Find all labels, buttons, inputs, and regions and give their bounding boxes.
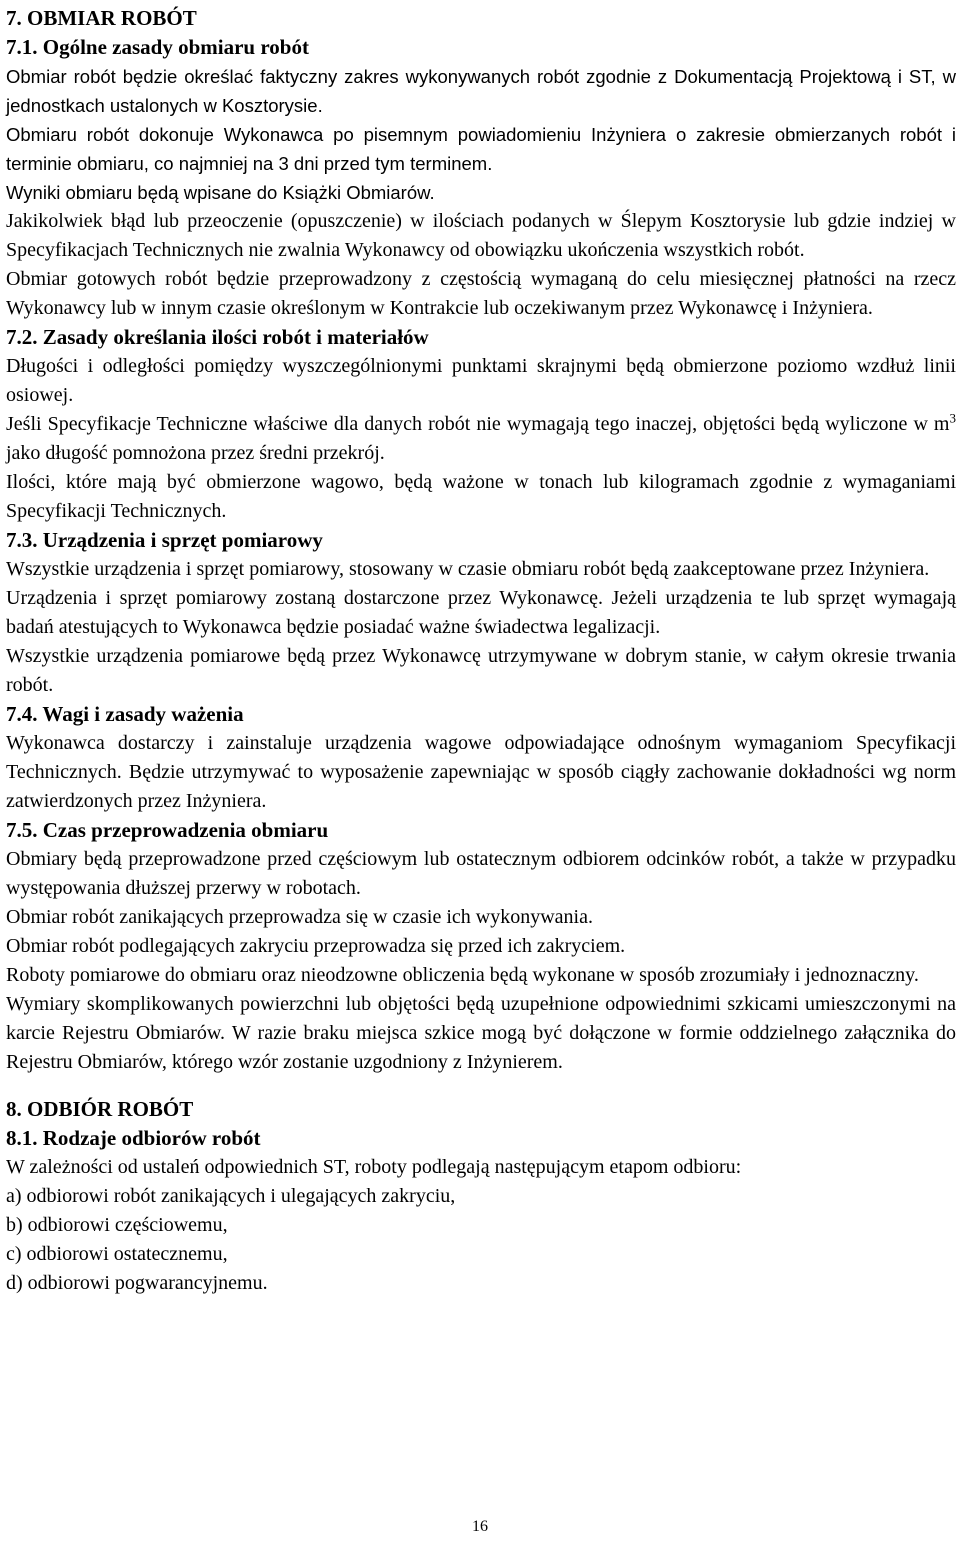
subsection-7-1-heading: 7.1. Ogólne zasady obmiaru robót [6,35,309,59]
paragraph: Roboty pomiarowe do obmiaru oraz nieodzowne obliczenia będą wykonane w sposób zrozumiały i jednoznaczny. [6,964,919,986]
paragraph: Obmiar robót podlegających zakryciu przeprowadza się przed ich zakryciem. [6,935,626,957]
section-8-heading: 8. ODBIÓR ROBÓT [6,1097,194,1121]
list-item: b) odbiorowi częściowemu, [6,1214,228,1236]
section-spacer [6,1077,956,1095]
paragraph-text: jako długość pomnożona przez średni przekrój. [6,442,385,464]
paragraph: Wszystkie urządzenia pomiarowe będą przez Wykonawcę utrzymywane w dobrym stanie, w całym okresie trwania robót. [6,645,956,696]
subsection-8-1-heading: 8.1. Rodzaje odbiorów robót [6,1126,261,1150]
paragraph: Jakikolwiek błąd lub przeoczenie (opuszczenie) w ilościach podanych w Ślepym Kosztorysie lub gdzie indziej w Specyfikacjach Technicznych nie zwalnia Wykonawcy od obowiązku ukończenia wszystkich robót. [6,210,956,261]
list-item: a) odbiorowi robót zanikających i ulegających zakryciu, [6,1185,456,1207]
paragraph: Wszystkie urządzenia i sprzęt pomiarowy, stosowany w czasie obmiaru robót będą zaakceptowane przez Inżyniera. [6,558,930,580]
paragraph: W zależności od ustaleń odpowiednich ST, roboty podlegają następującym etapom odbioru: [6,1156,742,1178]
paragraph: Obmiar gotowych robót będzie przeprowadzony z częstością wymaganą do celu miesięcznej płatności na rzecz Wykonawcy lub w innym czasie określonym w Kontrakcie lub oczekiwanym przez Wykonawcę i Inżyniera. [6,268,956,319]
list-item: d) odbiorowi pogwarancyjnemu. [6,1272,268,1294]
subsection-7-3-heading: 7.3. Urządzenia i sprzęt pomiarowy [6,528,323,552]
subsection-7-5-heading: 7.5. Czas przeprowadzenia obmiaru [6,818,329,842]
paragraph: Obmiar robót będzie określać faktyczny zakres wykonywanych robót zgodnie z Dokumentacją Projektową i ST, w jednostkach ustalonych w Kosztorysie. [6,66,956,116]
document-page [6,4,956,1298]
superscript: 3 [949,410,956,426]
paragraph [6,410,956,468]
subsection-7-4-heading: 7.4. Wagi i zasady ważenia [6,702,244,726]
list-item: c) odbiorowi ostatecznemu, [6,1243,228,1265]
paragraph: Długości i odległości pomiędzy wyszczególnionymi punktami skrajnymi będą obmierzone poziomo wzdłuż linii osiowej. [6,355,956,406]
subsection-7-2-heading: 7.2. Zasady określania ilości robót i materiałów [6,325,429,349]
paragraph: Obmiary będą przeprowadzone przed częściowym lub ostatecznym odbiorem odcinków robót, a także w przypadku występowania dłuższej przerwy w robotach. [6,848,956,899]
paragraph-text: Jeśli Specyfikacje Techniczne właściwe dla danych robót nie wymagają tego inaczej, objętości będą wyliczone w m [6,413,950,435]
paragraph: Wymiary skomplikowanych powierzchni lub objętości będą uzupełnione odpowiednimi szkicami umieszczonymi na karcie Rejestru Obmiarów. W razie braku miejsca szkice mogą być dołączone w formie oddzielnego załącznika do Rejestru Obmiarów, którego wzór zostanie uzgodniony z Inżynierem. [6,993,956,1073]
page-number: 16 [472,1518,488,1535]
paragraph: Wyniki obmiaru będą wpisane do Książki Obmiarów. [6,182,435,203]
paragraph: Ilości, które mają być obmierzone wagowo, będą ważone w tonach lub kilogramach zgodnie z wymaganiami Specyfikacji Technicznych. [6,471,956,522]
paragraph: Urządzenia i sprzęt pomiarowy zostaną dostarczone przez Wykonawcę. Jeżeli urządzenia te lub sprzęt wymagają badań atestujących to Wykonawca będzie posiadać ważne świadectwa legalizacji. [6,587,956,638]
paragraph: Obmiar robót zanikających przeprowadza się w czasie ich wykonywania. [6,906,593,928]
section-7-heading: 7. OBMIAR ROBÓT [6,6,197,30]
paragraph: Wykonawca dostarczy i zainstaluje urządzenia wagowe odpowiadające odnośnym wymaganiom Specyfikacji Technicznych. Będzie utrzymywać to wyposażenie zapewniając w sposób ciągły zachowanie dokładności wg norm zatwierdzonych przez Inżyniera. [6,732,956,812]
paragraph: Obmiaru robót dokonuje Wykonawca po pisemnym powiadomieniu Inżyniera o zakresie obmierzanych robót i terminie obmiaru, co najmniej na 3 dni przed tym terminem. [6,124,956,174]
